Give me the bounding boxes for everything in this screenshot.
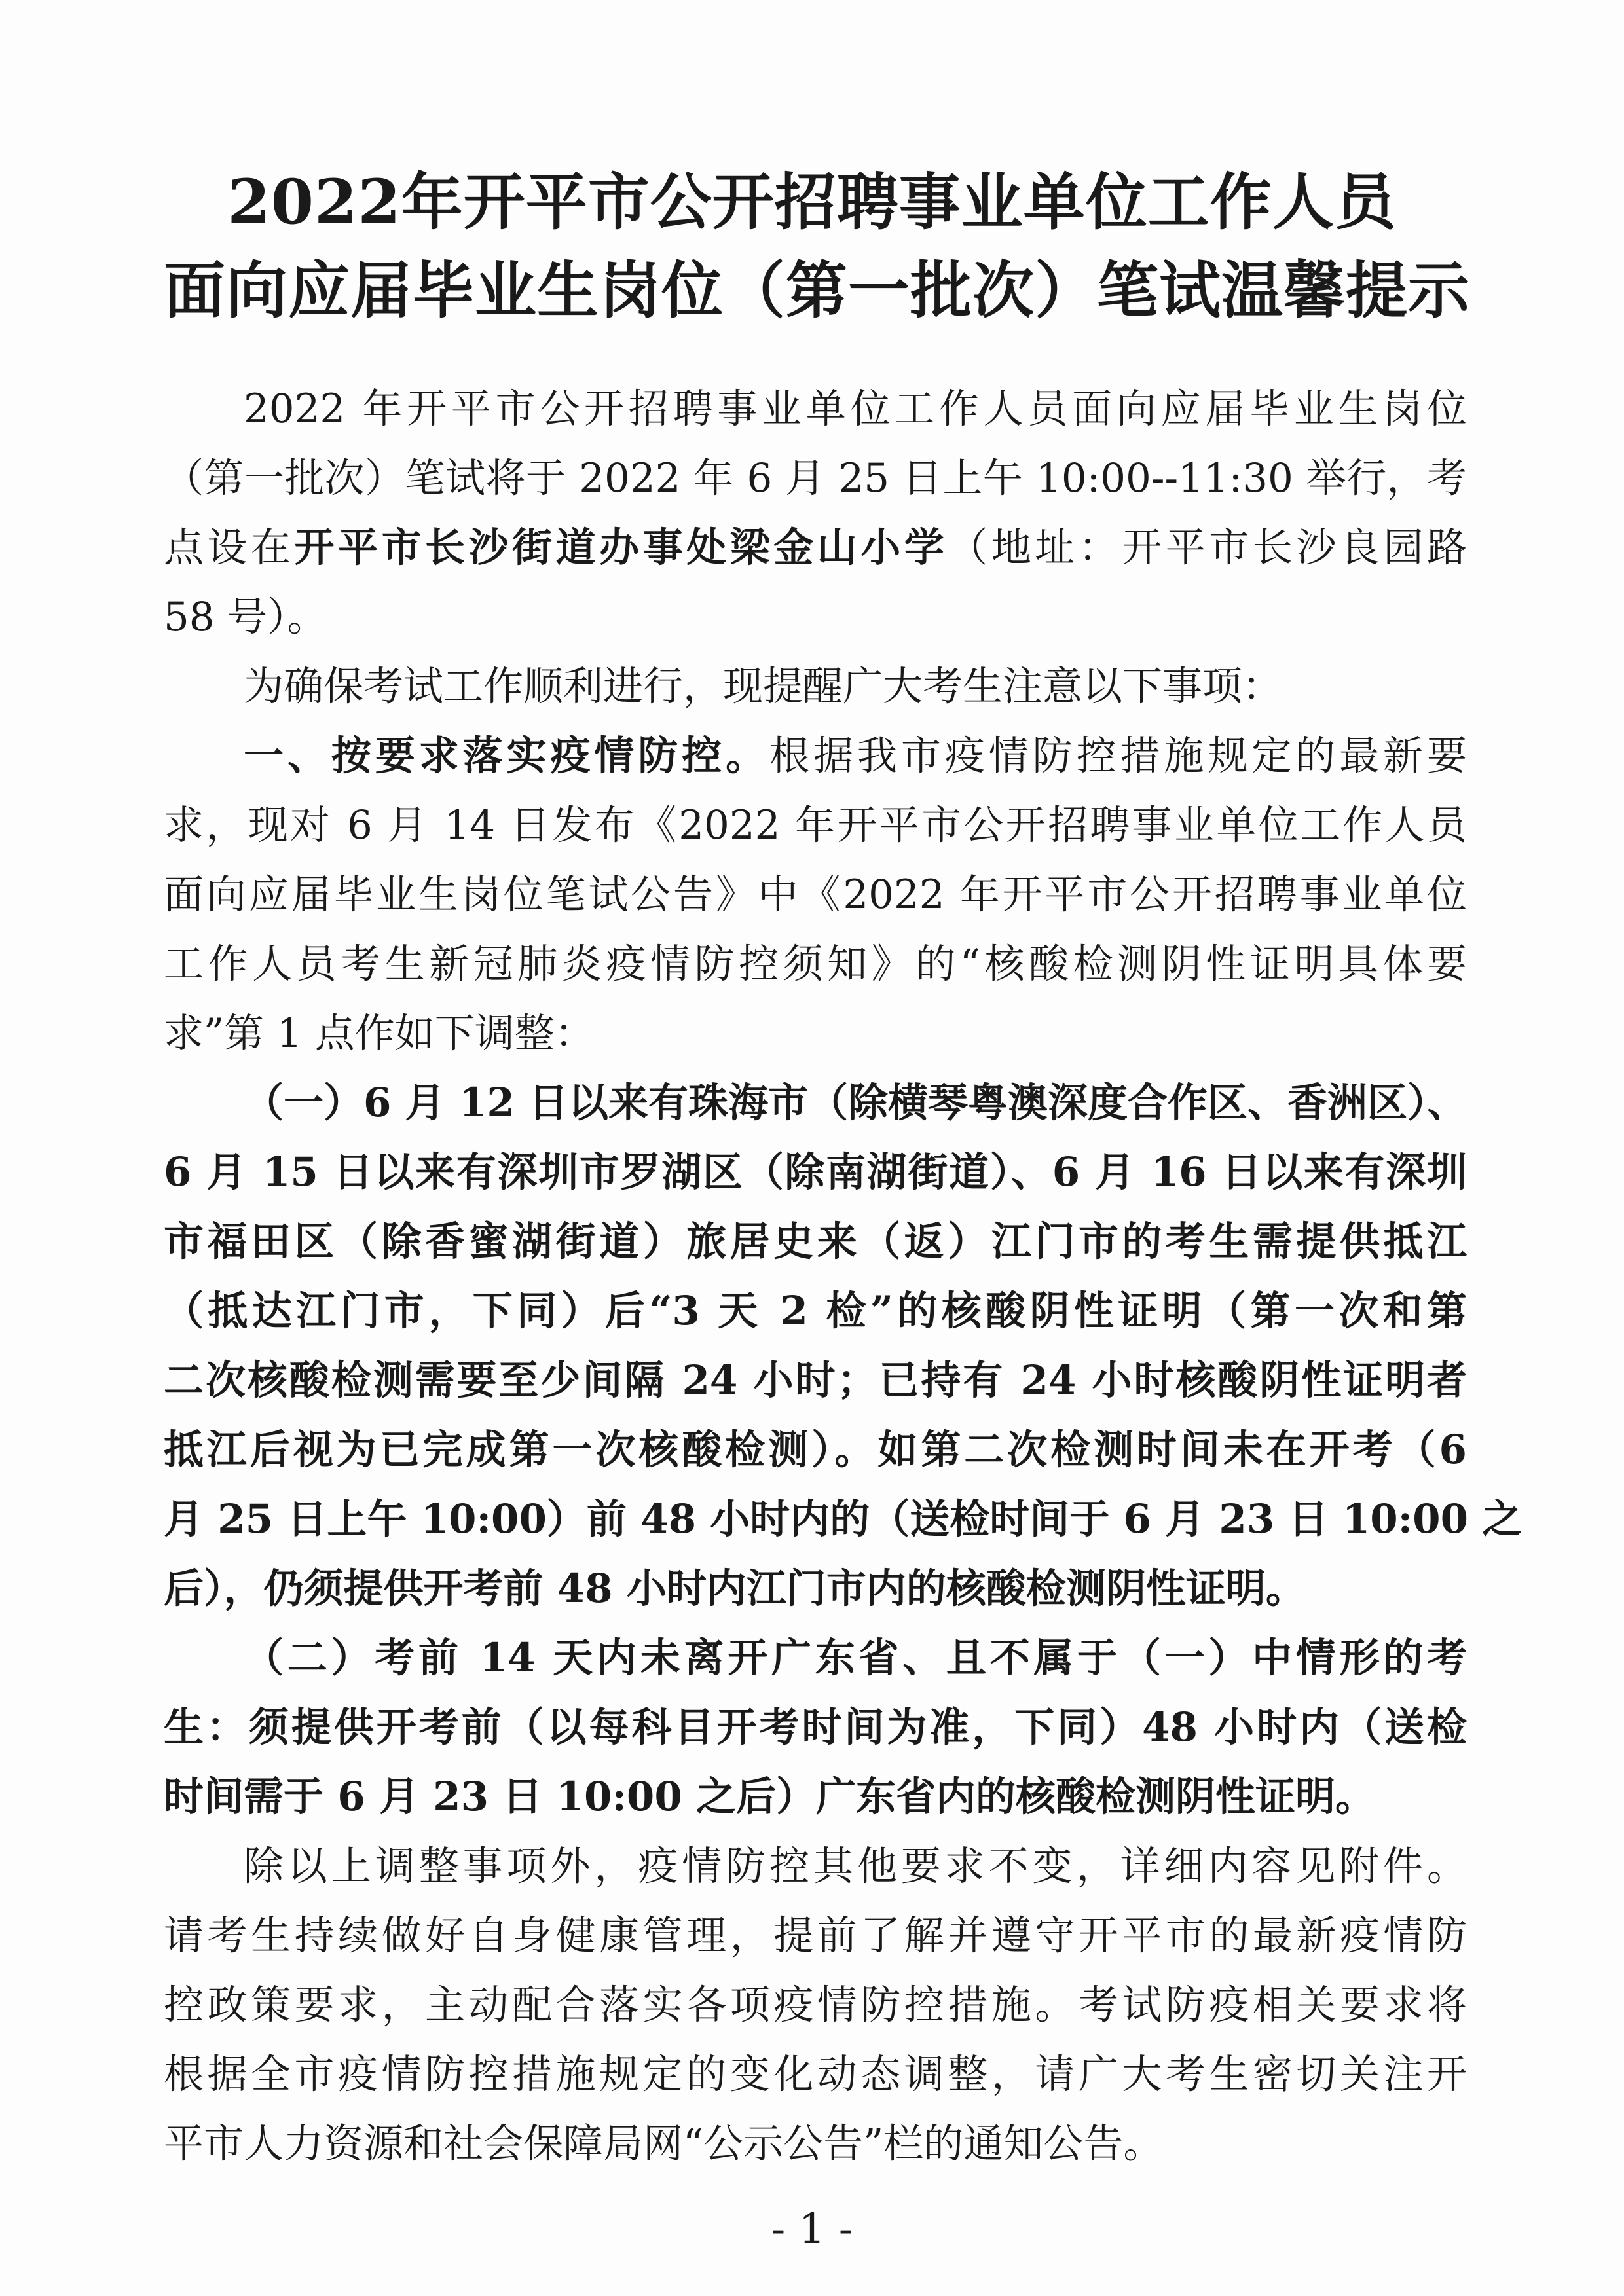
reminder-line: 为确保考试工作顺利进行，现提醒广大考生注意以下事项： <box>244 663 1283 710</box>
item-1-line: 市福田区（除香蜜湖街道）旅居史来（返）江门市的考生需提供抵江 <box>164 1218 1467 1265</box>
intro-text: 点设在 <box>164 524 295 571</box>
section-1-text: 根据我市疫情防控措施规定的最新要 <box>769 733 1467 779</box>
item-1-line: 6 月 15 日以来有深圳市罗湖区（除南湖街道）、6 月 16 日以来有深圳 <box>164 1149 1467 1195</box>
document-title-line-1: 2022年开平市公开招聘事业单位工作人员 <box>227 166 1397 238</box>
section-1-line: 面向应届毕业生岗位笔试公告》中《2022 年开平市公开招聘事业单位 <box>164 871 1467 918</box>
item-1-line: 月 25 日上午 10:00）前 48 小时内的（送检时间于 6 月 23 日 10:00 之 <box>164 1496 1522 1542</box>
document-title-line-2: 面向应届毕业生岗位（第一批次）笔试温馨提示 <box>164 255 1471 327</box>
section-1-line: 工作人员考生新冠肺炎疫情防控须知》的“核酸检测阴性证明具体要 <box>164 941 1467 987</box>
intro-text: （地址：开平市长沙良园路 <box>948 524 1467 571</box>
closing-line: 控政策要求，主动配合落实各项疫情防控措施。考试防疫相关要求将 <box>164 1982 1467 2028</box>
closing-line: 根据全市疫情防控措施规定的变化动态调整，请广大考生密切关注开 <box>164 2051 1467 2098</box>
closing-line: 除以上调整事项外，疫情防控其他要求不变，详细内容见附件。 <box>244 1843 1467 1889</box>
exam-venue: 开平市长沙街道办事处梁金山小学 <box>294 524 948 571</box>
item-1-line: （抵达江门市，下同）后“3 天 2 检”的核酸阴性证明（第一次和第 <box>164 1288 1467 1334</box>
section-1-heading: 一、按要求落实疫情防控。 <box>244 733 770 779</box>
item-2-line: 时间需于 6 月 23 日 10:00 之后）广东省内的核酸检测阴性证明。 <box>164 1774 1376 1820</box>
section-1-line <box>244 733 1467 779</box>
item-2-line: （二）考前 14 天内未离开广东省、且不属于（一）中情形的考 <box>244 1635 1467 1681</box>
item-1-line: 二次核酸检测需要至少间隔 24 小时；已持有 24 小时核酸阴性证明者 <box>164 1357 1467 1404</box>
intro-line: 2022 年开平市公开招聘事业单位工作人员面向应届毕业生岗位 <box>244 386 1467 432</box>
item-1-line: 抵江后视为已完成第一次核酸检测）。如第二次检测时间未在开考（6 <box>164 1427 1467 1473</box>
item-1-line: （一）6 月 12 日以来有珠海市（除横琴粤澳深度合作区、香洲区）、 <box>244 1080 1467 1126</box>
page-number: - 1 - <box>771 2205 853 2253</box>
section-1-line: 求”第 1 点作如下调整： <box>164 1010 595 1057</box>
closing-line: 请考生持续做好自身健康管理，提前了解并遵守开平市的最新疫情防 <box>164 1912 1467 1959</box>
intro-line: （第一批次）笔试将于 2022 年 6 月 25 日上午 10:00--11:30 举行，考 <box>164 455 1467 501</box>
item-1-line: 后），仍须提供开考前 48 小时内江门市内的核酸检测阴性证明。 <box>164 1565 1306 1612</box>
intro-line: 58 号）。 <box>164 594 327 640</box>
closing-line: 平市人力资源和社会保障局网“公示公告”栏的通知公告。 <box>164 2121 1164 2167</box>
section-1-line: 求，现对 6 月 14 日发布《2022 年开平市公开招聘事业单位工作人员 <box>164 802 1467 848</box>
item-2-line: 生：须提供开考前（以每科目开考时间为准，下同）48 小时内（送检 <box>164 1704 1467 1751</box>
intro-line <box>164 525 1467 571</box>
